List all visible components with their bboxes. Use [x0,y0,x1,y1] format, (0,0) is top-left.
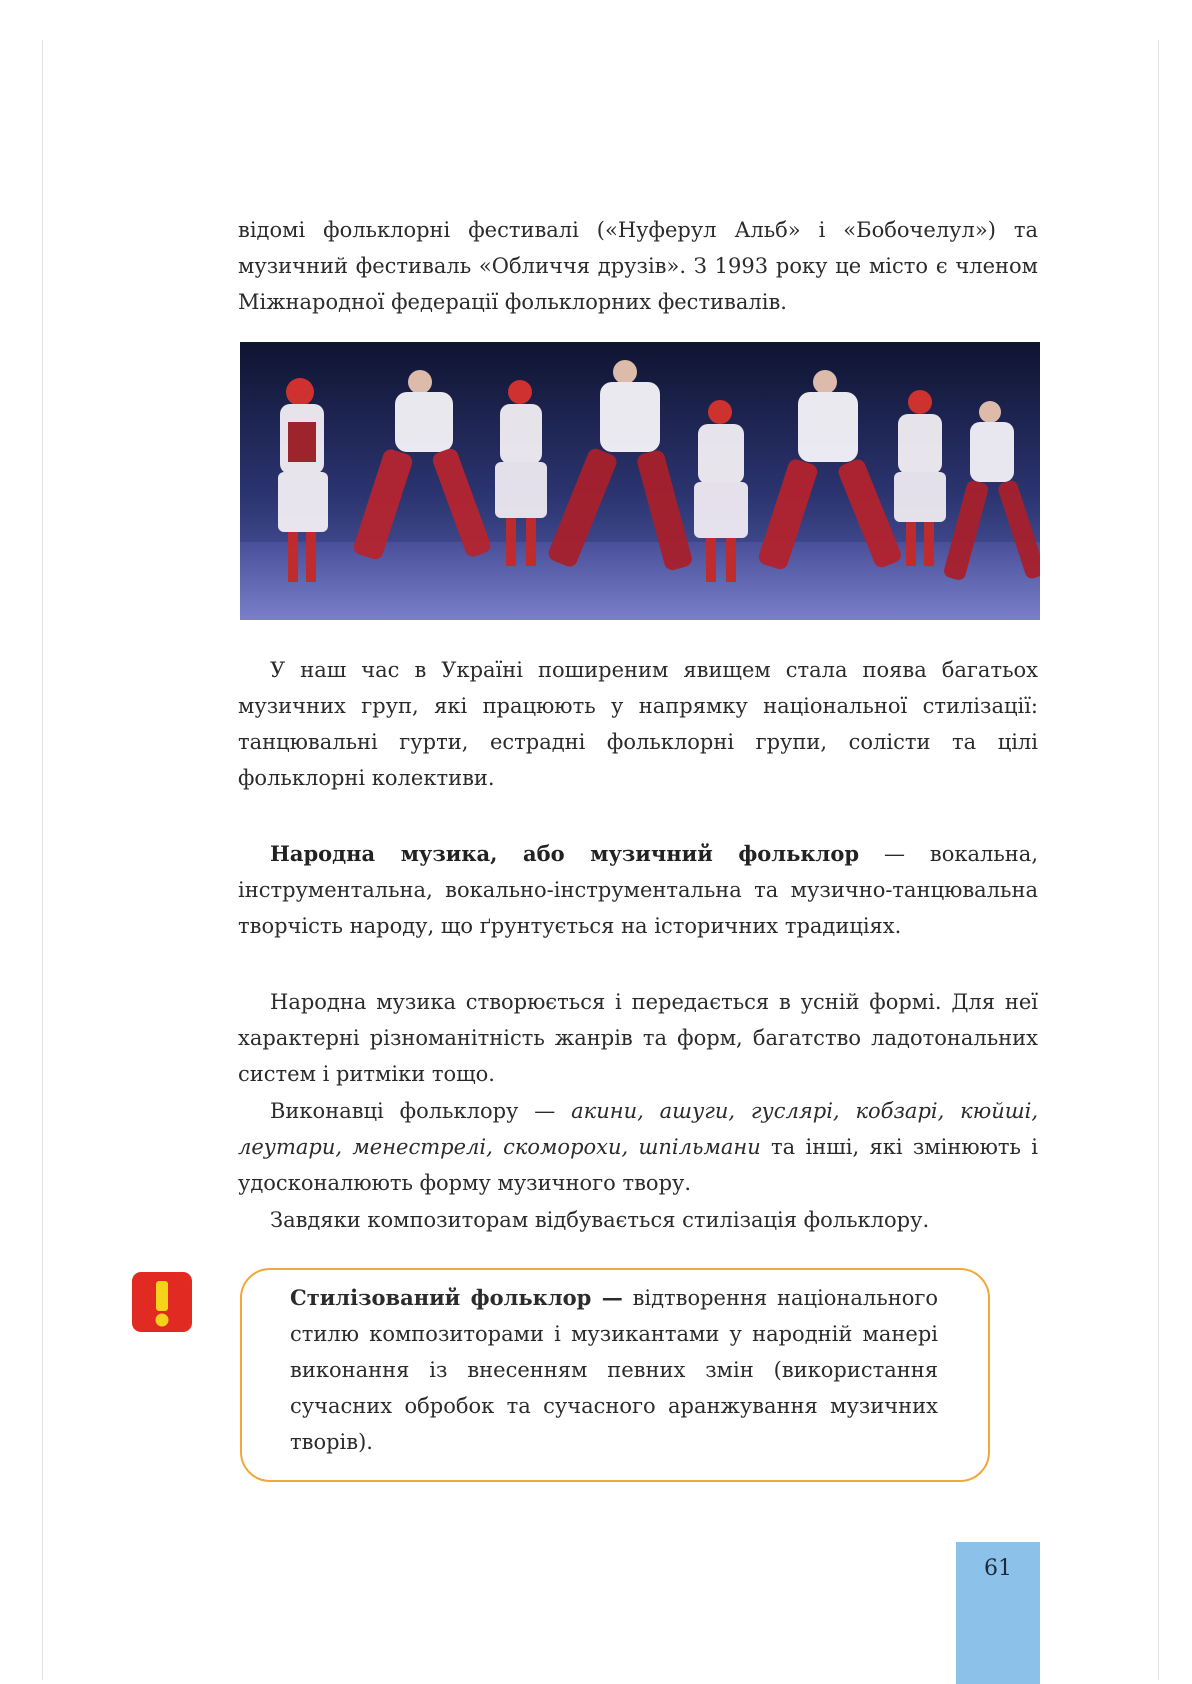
page-edge-left [42,40,43,1680]
stylization-text: Завдяки композиторам відбувається стилізація фольклору. [270,1208,930,1232]
today-text: У наш час в Україні поширеним явищем стала поява багатьох музичних груп, які працюють у напрямку національної стилізації: танцювальні гурти, естрадні фольклорні групи, солісти та цілі фольклорні колективи. [238,658,1038,790]
intro-paragraph [238,212,1038,320]
callout-text [290,1280,938,1460]
intro-text: відомі фольклорні фестивалі («Нуферул Альб» і «Бобочелул») та музичний фестиваль «Обличчя друзів». З 1993 року це місто є членом Міжнародної федерації фольклорних фестивалів. [238,218,1038,314]
definition-dash: — [859,842,930,866]
performers-names: акини, ашуги, гуслярі, кобзарі, кюйші, леутари, менестрелі, скоморохи, шпільмани [238,1099,1038,1159]
exclamation-icon [132,1272,192,1332]
transmission-text: Народна музика створюється і передається в усній формі. Для неї характерні різноманітність жанрів та форм, багатство ладотональних систем і ритміки тощо. [238,990,1038,1086]
page-number-tab [956,1542,1040,1684]
definition-term: Народна музика, або музичний фольклор [270,841,860,866]
definition-text: вокальна, інструментальна, вокально-інструментальна та музично-танцювальна творчість народу, що ґрунтується на історичних традиціях. [238,842,1038,938]
folk-dance-photo [240,342,1040,620]
callout-body: відтворення національного стилю композиторами і музикантами у народній манері виконання із внесенням певних змін (використання сучасних обробок та сучасного аранжування музичних творів). [290,1286,938,1454]
folk-music-definition [238,836,1038,944]
transmission-paragraph [238,984,1038,1092]
page-edge-right [1158,40,1159,1680]
performers-lead: Виконавці фольклору — [270,1099,572,1123]
callout-term: Стилізований фольклор — [290,1285,623,1310]
today-paragraph [238,652,1038,796]
performers-paragraph [238,1093,1038,1201]
performers-tail: та інші, які змінюють і удосконалюють форму музичного твору. [238,1135,1038,1195]
page-number: 61 [984,1556,1012,1581]
stylization-paragraph [238,1202,1038,1238]
